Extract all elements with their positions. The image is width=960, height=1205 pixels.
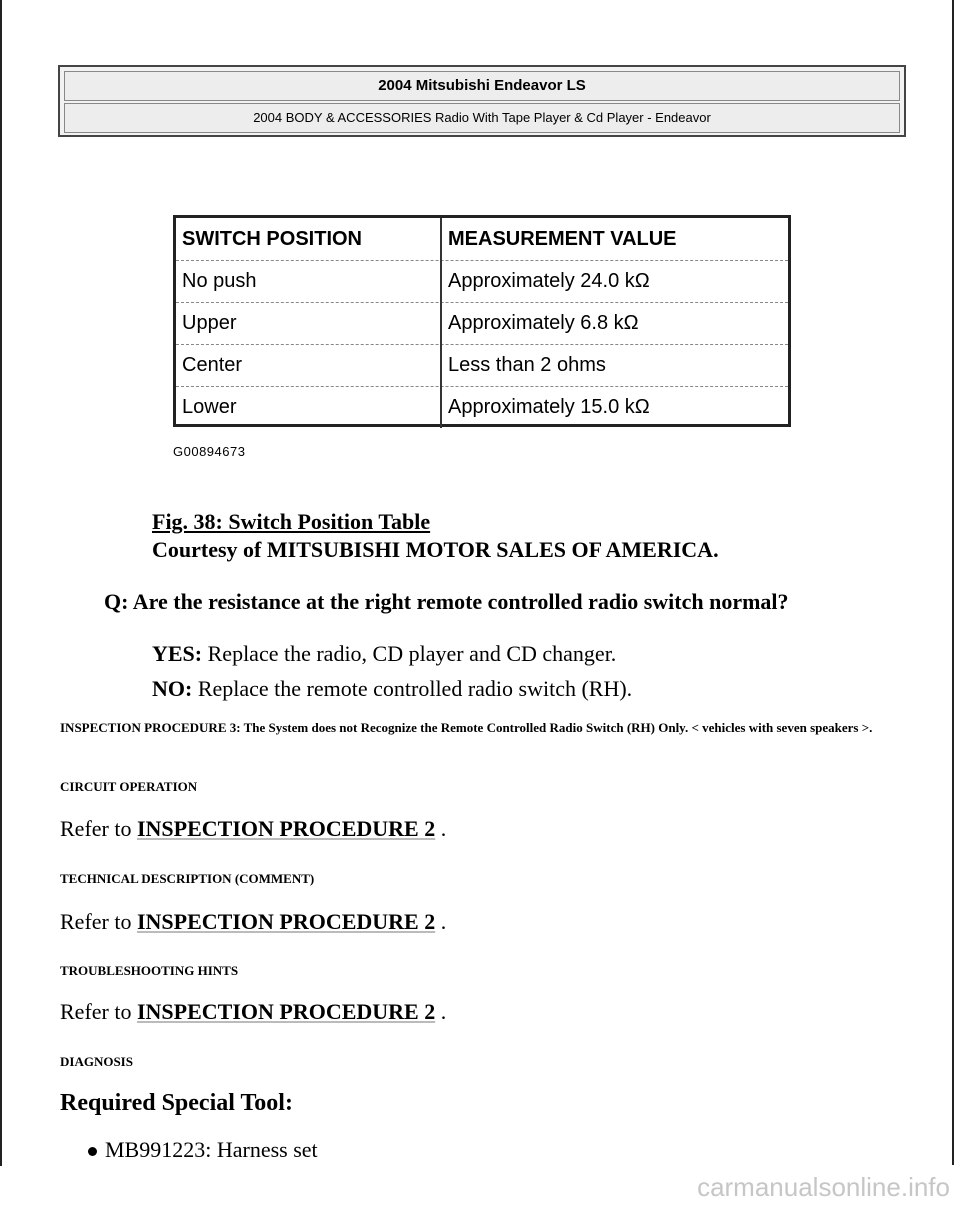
answer-no-label: NO:: [152, 676, 193, 701]
table-cell: Approximately 6.8 kΩ: [440, 302, 788, 344]
figure-caption: [152, 508, 719, 564]
table-row: [176, 344, 788, 387]
answer-yes-text: Replace the radio, CD player and CD changer.: [202, 641, 617, 666]
refer-suffix: .: [435, 909, 447, 934]
answer-no: [152, 676, 632, 702]
refer-prefix: Refer to: [60, 909, 137, 934]
table-row: [176, 302, 788, 345]
table-cell: No push: [182, 270, 257, 292]
page-border-right: [952, 0, 954, 1165]
refer-suffix: .: [435, 999, 447, 1024]
bullet-icon: [88, 1147, 97, 1156]
refer-suffix: .: [435, 816, 447, 841]
inspection-procedure-2-link[interactable]: INSPECTION PROCEDURE 2: [136, 999, 436, 1024]
refer-line: [60, 999, 446, 1025]
table-cell: Approximately 15.0 kΩ: [440, 386, 788, 428]
table-header-cell: MEASUREMENT VALUE: [440, 218, 788, 260]
list-item: [88, 1137, 318, 1163]
technical-description-heading: TECHNICAL DESCRIPTION (COMMENT): [60, 871, 315, 886]
header-subtitle: 2004 BODY & ACCESSORIES Radio With Tape Player & Cd Player - Endeavor: [64, 103, 900, 133]
diagnosis-heading: DIAGNOSIS: [60, 1054, 133, 1069]
table-header-cell: SWITCH POSITION: [182, 228, 362, 250]
table-row: [176, 260, 788, 303]
required-tool-heading: Required Special Tool:: [60, 1090, 293, 1116]
question: Q: Are the resistance at the right remote controlled radio switch normal?: [104, 589, 789, 614]
figure-title: Fig. 38: Switch Position Table: [152, 509, 431, 534]
answer-yes: [152, 641, 616, 667]
table-header-row: [176, 218, 788, 261]
figure-courtesy: Courtesy of MITSUBISHI MOTOR SALES OF AMERICA.: [152, 537, 719, 562]
table-cell: Less than 2 ohms: [440, 344, 788, 386]
table-cell: Upper: [182, 312, 237, 334]
header-title: 2004 Mitsubishi Endeavor LS: [64, 71, 900, 101]
figure-id: G00894673: [173, 444, 246, 459]
inspection-procedure-2-link[interactable]: INSPECTION PROCEDURE 2: [136, 816, 436, 841]
refer-prefix: Refer to: [60, 999, 137, 1024]
table-cell: Lower: [182, 396, 237, 418]
table-cell: Center: [182, 354, 243, 376]
watermark: carmanualsonline.info: [697, 1172, 950, 1202]
procedure-heading: INSPECTION PROCEDURE 3: The System does not Recognize the Remote Controlled Radio Switch (RH) Only. < vehicles with seven speakers >.: [60, 720, 873, 735]
tool-item: MB991223: Harness set: [105, 1137, 318, 1162]
page-border-left: [0, 0, 2, 1205]
answer-no-text: Replace the remote controlled radio switch (RH).: [192, 676, 633, 701]
refer-line: [60, 909, 446, 935]
document-header: [58, 65, 906, 137]
inspection-procedure-2-link[interactable]: INSPECTION PROCEDURE 2: [136, 909, 436, 934]
answer-yes-label: YES:: [152, 641, 203, 666]
troubleshooting-hints-heading: TROUBLESHOOTING HINTS: [60, 963, 239, 978]
table-cell: Approximately 24.0 kΩ: [440, 260, 788, 302]
circuit-operation-heading: CIRCUIT OPERATION: [60, 779, 198, 794]
refer-prefix: Refer to: [60, 816, 137, 841]
refer-line: [60, 816, 446, 842]
table-row: [176, 386, 788, 428]
switch-position-table: [173, 215, 791, 427]
